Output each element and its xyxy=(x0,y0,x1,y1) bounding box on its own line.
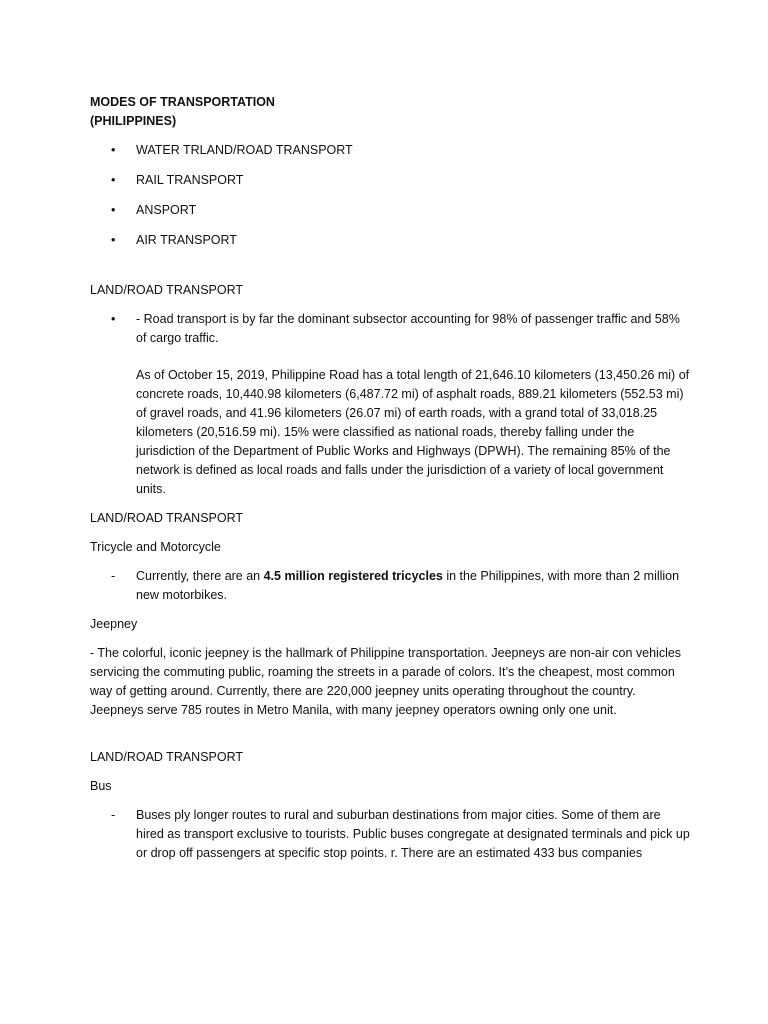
bullet-icon: • xyxy=(111,203,116,217)
list-item xyxy=(90,171,690,190)
document-title-line1: MODES OF TRANSPORTATION xyxy=(90,95,275,109)
dash-icon: - xyxy=(111,808,116,822)
list-item-label: ANSPORT xyxy=(136,203,197,217)
list-item xyxy=(90,141,690,160)
section-heading: LAND/ROAD TRANSPORT xyxy=(90,283,244,297)
dash-icon: - xyxy=(111,569,116,583)
subsection-heading-jeepney: Jeepney xyxy=(90,617,138,631)
bus-item xyxy=(90,806,690,863)
subsection-heading-tricycle: Tricycle and Motorcycle xyxy=(90,540,221,554)
list-item xyxy=(90,201,690,220)
list-item-label: RAIL TRANSPORT xyxy=(136,173,244,187)
document-page xyxy=(90,93,690,863)
section-heading: LAND/ROAD TRANSPORT xyxy=(90,750,244,764)
bullet-icon: • xyxy=(111,173,116,187)
bullet-icon: • xyxy=(111,143,116,157)
tricycle-text-pre: Currently, there are an xyxy=(136,569,264,583)
road-network-detail: As of October 15, 2019, Philippine Road has a total length of 21,646.10 kilometers (13,450.26 mi) of concrete roads, 10,440.98 kilometers (6,487.72 mi) of asphalt roads, 889.21 kilometers (552.53 mi) of gravel roads, and 41.96 kilometers (26.07 mi) of earth roads, with a grand total of 33,018.25 kilometers (20,516.59 mi). 15% were classified as national roads, thereby falling under the jurisdiction of the Department of Public Works and Highways (DPWH). The remaining 85% of the network is defined as local roads and falls under the jurisdiction of a variety of local government units. xyxy=(136,368,690,496)
tricycle-text xyxy=(136,567,690,605)
document-title-line2: (PHILIPPINES) xyxy=(90,114,177,128)
bullet-icon: • xyxy=(111,233,116,247)
tricycle-text-bold: 4.5 million registered tricycles xyxy=(263,569,443,583)
list-item xyxy=(90,231,690,250)
bus-text: Buses ply longer routes to rural and suburban destinations from major cities. Some of them are hired as transport exclusive to tourists. Public buses congregate at designated terminals and pick up or drop off passengers at specific stop points. r. There are an estimated 433 bus companies xyxy=(136,808,690,860)
road-transport-item xyxy=(90,310,690,499)
list-item-label: WATER TRLAND/ROAD TRANSPORT xyxy=(136,143,353,157)
list-item-label: AIR TRANSPORT xyxy=(136,233,237,247)
tricycle-text-post: in the Philippines, with more than 2 million new motorbikes. xyxy=(136,569,680,602)
section-heading: LAND/ROAD TRANSPORT xyxy=(90,511,244,525)
bullet-icon: • xyxy=(111,312,116,326)
subsection-heading-bus: Bus xyxy=(90,779,112,793)
transport-modes-list xyxy=(90,141,690,250)
jeepney-paragraph: - The colorful, iconic jeepney is the hallmark of Philippine transportation. Jeepneys are non-air con vehicles servicing the commuting public, roaming the streets in a parade of colors. It’s the cheapest, most common way of getting around. Currently, there are 220,000 jeepney units operating throughout the country. Jeepneys serve 785 routes in Metro Manila, with many jeepney operators owning only one unit. xyxy=(90,646,682,717)
road-transport-summary: - Road transport is by far the dominant subsector accounting for 98% of passenger traffic and 58% of cargo traffic. xyxy=(136,312,680,345)
tricycle-item xyxy=(90,567,690,605)
